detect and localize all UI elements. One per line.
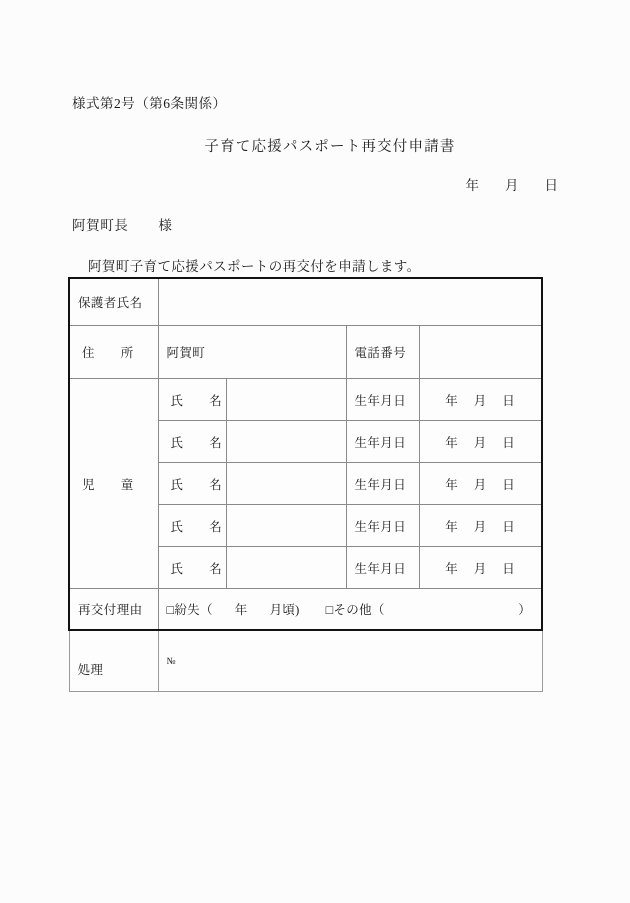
checkbox-other[interactable]: □その他（ [325,603,385,617]
processing-number-field[interactable] [158,630,542,692]
reissue-reason-label: 再交付理由 [69,589,158,631]
guardian-name-input[interactable] [158,278,542,326]
phone-input[interactable] [419,326,542,379]
lost-month-label: 月頃) [269,603,300,617]
child-name-input-1[interactable] [226,379,346,421]
addressee-name: 阿賀町長 [72,218,129,233]
child-birth-day-2: 日 [502,435,516,450]
child-name-label-5: 氏 名 [158,547,226,589]
addressee-line [72,214,173,234]
phone-label: 電話番号 [346,326,419,379]
child-birth-input-4[interactable] [419,505,542,547]
child-birth-day-4: 日 [502,519,516,534]
document-title: 子育て応援パスポート再交付申請書 [204,139,456,155]
child-birth-input-5[interactable] [419,547,542,589]
child-birth-input-3[interactable] [419,463,542,505]
form-number: 様式第2号（第6条関係） [72,96,227,111]
child-birth-year-2: 年 [445,435,459,450]
child-birth-month-1: 月 [473,393,487,408]
address-label: 住 所 [69,326,158,379]
child-name-label-2: 氏 名 [158,421,226,463]
child-birth-day-3: 日 [502,477,516,492]
child-name-label-3: 氏 名 [158,463,226,505]
application-form-table [68,277,543,692]
child-birth-label-2: 生年月日 [346,421,419,463]
address-input[interactable]: 阿賀町 [158,326,346,379]
child-birth-day-5: 日 [502,561,516,576]
child-birth-year-1: 年 [445,393,459,408]
child-birth-month-3: 月 [473,477,487,492]
child-name-label-4: 氏 名 [158,505,226,547]
child-birth-month-5: 月 [473,561,487,576]
row-reissue-reason [69,589,542,631]
child-birth-label-1: 生年月日 [346,379,419,421]
submission-date-line [466,174,559,194]
child-birth-year-4: 年 [445,519,459,534]
row-processing [69,630,542,692]
row-guardian-name [69,278,542,326]
reissue-reason-options [158,589,542,631]
child-name-input-3[interactable] [226,463,346,505]
processing-label: 処理 [69,630,158,692]
child-name-input-2[interactable] [226,421,346,463]
child-birth-day-1: 日 [502,393,516,408]
child-birth-input-1[interactable] [419,379,542,421]
child-name-input-4[interactable] [226,505,346,547]
lead-sentence: 阿賀町子育て応援パスポートの再交付を申請します。 [88,259,421,274]
date-month-label: 月 [505,178,519,193]
child-birth-month-2: 月 [473,435,487,450]
child-name-label-1: 氏 名 [158,379,226,421]
child-birth-input-2[interactable] [419,421,542,463]
date-day-label: 日 [544,178,558,193]
addressee-honorific: 様 [158,218,173,233]
processing-number-label: № [166,657,176,667]
date-year-label: 年 [465,178,479,193]
child-birth-label-3: 生年月日 [346,463,419,505]
lost-year-label: 年 [234,603,248,617]
checkbox-lost[interactable]: □紛失（ [166,603,213,617]
child-birth-year-5: 年 [445,561,459,576]
other-close-paren: ） [518,603,531,617]
guardian-name-label: 保護者氏名 [69,278,158,326]
child-birth-label-4: 生年月日 [346,505,419,547]
children-label: 児 童 [69,379,158,589]
child-birth-year-3: 年 [445,477,459,492]
child-name-input-5[interactable] [226,547,346,589]
row-address [69,326,542,379]
child-birth-label-5: 生年月日 [346,547,419,589]
table-row-child-1 [69,379,542,421]
child-birth-month-4: 月 [473,519,487,534]
